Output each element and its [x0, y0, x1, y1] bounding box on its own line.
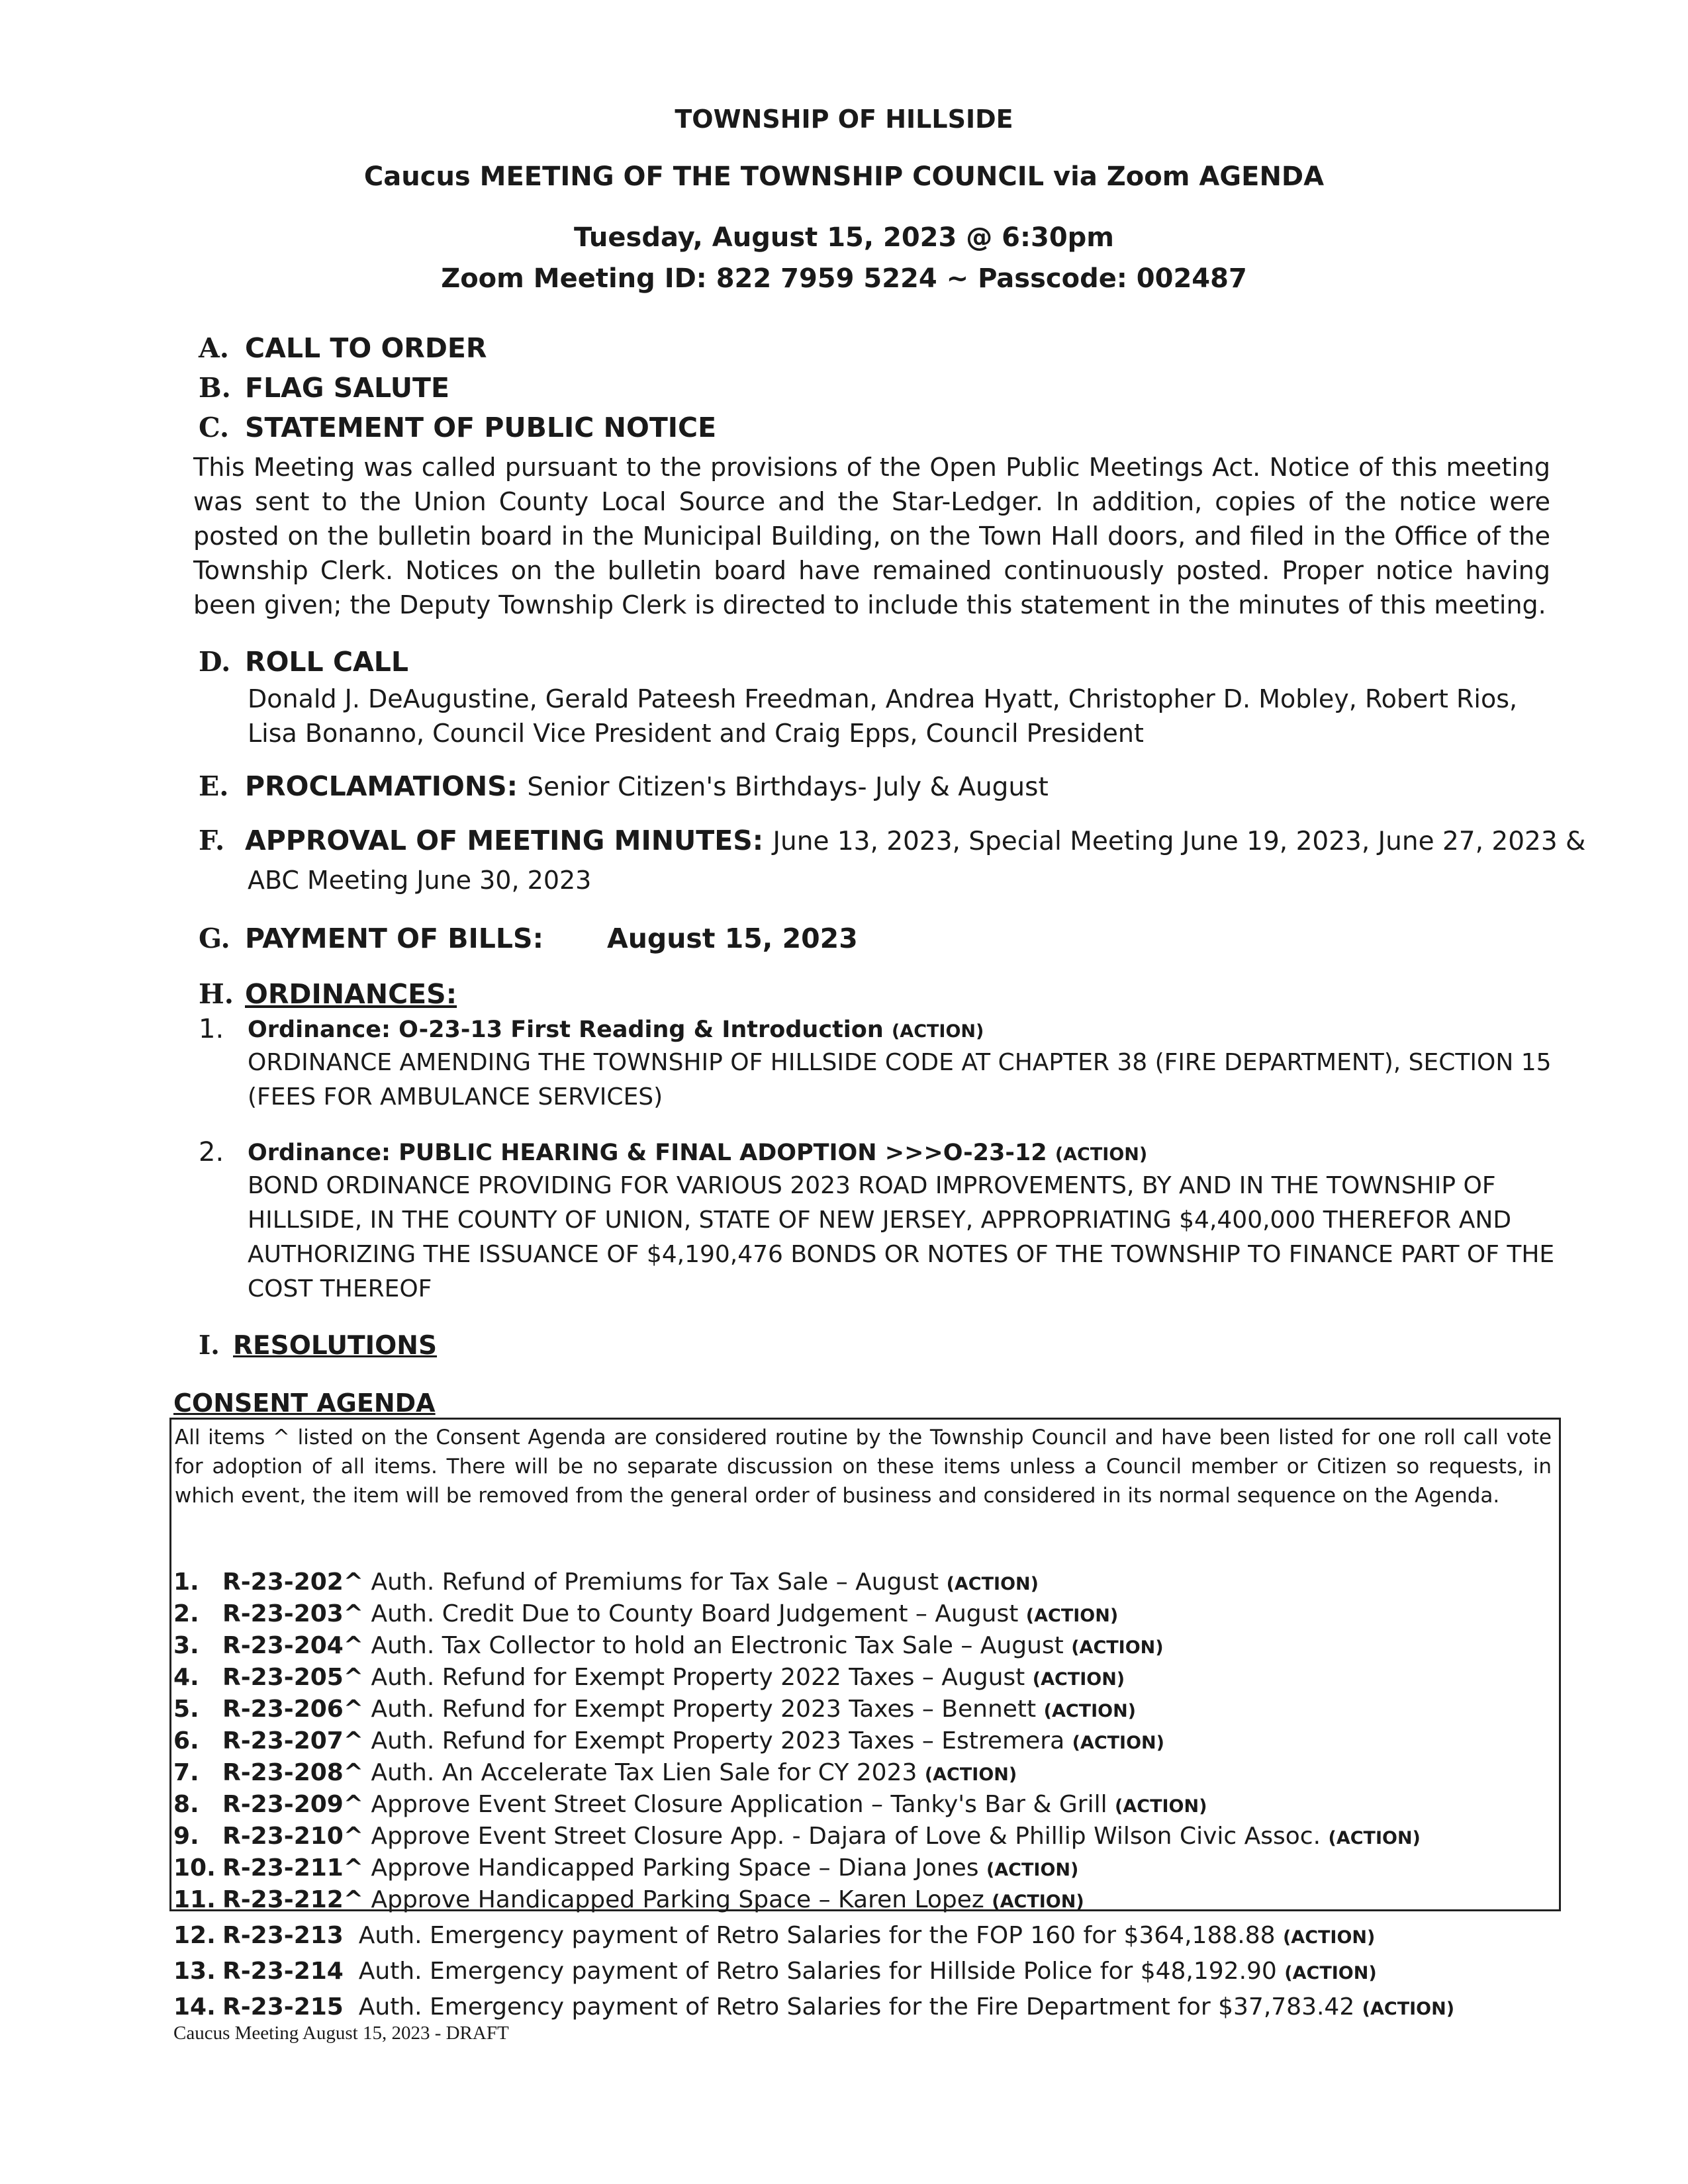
resolution-item [173, 1823, 1421, 1850]
resolution-item [173, 1791, 1207, 1818]
section-resolutions [199, 1330, 437, 1361]
resolution-item [173, 1632, 1164, 1659]
meeting-date: Tuesday, August 15, 2023 @ 6:30pm [574, 222, 1114, 253]
section-title: ROLL CALL [245, 646, 409, 678]
roll-call-names: Donald J. DeAugustine, Gerald Pateesh Freedman, Andrea Hyatt, Christopher D. Mobley, Robert Rios, Lisa Bonanno, Council Vice President and Craig Epps, Council President [248, 684, 1518, 748]
resolution-number: 7. [173, 1759, 199, 1786]
resolution-code: R-23-214 [222, 1958, 344, 1985]
section-title: PROCLAMATIONS: [245, 770, 518, 802]
resolution-text: Approve Handicapped Parking Space – Diana Jones [363, 1854, 986, 1882]
ordinance-heading-text: Ordinance: O-23-13 First Reading & Introduction [248, 1017, 884, 1043]
resolution-code: R-23-207^ [222, 1727, 364, 1754]
resolution-item [173, 1600, 1118, 1627]
resolution-number: 6. [173, 1727, 199, 1754]
resolution-item [173, 1958, 1377, 1985]
resolution-text: Approve Handicapped Parking Space – Karen Lopez [363, 1886, 992, 1913]
resolution-item [173, 1569, 1039, 1596]
section-title: CALL TO ORDER [245, 332, 487, 364]
resolution-code: R-23-204^ [222, 1632, 364, 1659]
action-tag: (ACTION) [1071, 1637, 1164, 1658]
resolution-code: R-23-206^ [222, 1696, 364, 1723]
public-notice-text: This Meeting was called pursuant to the provisions of the Open Public Meetings Act. Notice of this meeting was sent to the Union County Local Source and the Star-Ledger. In addition, copies of the notice were posted on the bulletin board in the Municipal Building, on the Town Hall doors, and filed in the Office of the Township Clerk. Notices on the bulletin board have remained continuously posted. Proper notice having been given; the Deputy Township Clerk is directed to include this statement in the minutes of this meeting. [193, 453, 1550, 619]
resolution-item [173, 1696, 1136, 1723]
resolution-code: R-23-208^ [222, 1759, 364, 1786]
ordinance-body: ORDINANCE AMENDING THE TOWNSHIP OF HILLSIDE CODE AT CHAPTER 38 (FIRE DEPARTMENT), SECTION 15 (FEES FOR AMBULANCE SERVICES) [248, 1049, 1552, 1111]
resolution-number: 14. [173, 1993, 216, 2021]
resolution-number: 12. [173, 1922, 216, 1949]
section-title: PAYMENT OF BILLS: [245, 923, 543, 954]
resolution-text: Auth. Tax Collector to hold an Electronic Tax Sale – August [363, 1632, 1072, 1659]
consent-agenda-title: CONSENT AGENDA [173, 1388, 436, 1418]
resolution-code: R-23-215 [222, 1993, 344, 2021]
action-tag: (ACTION) [986, 1860, 1079, 1880]
resolution-item [173, 1854, 1078, 1882]
resolution-code: R-23-212^ [222, 1886, 364, 1913]
ordinance-heading [248, 1140, 1147, 1166]
section-letter: F. [199, 825, 225, 856]
action-tag: (ACTION) [1284, 1963, 1377, 1983]
resolution-number: 13. [173, 1958, 216, 1985]
resolution-text: Auth. Emergency payment of Retro Salaries for the Fire Department for $37,783.42 [343, 1993, 1362, 2021]
resolution-code: R-23-205^ [222, 1664, 364, 1691]
resolution-text: Auth. Refund of Premiums for Tax Sale – August [363, 1569, 947, 1596]
resolution-code: R-23-203^ [222, 1600, 364, 1627]
action-tag: (ACTION) [992, 1891, 1084, 1912]
resolution-code: R-23-202^ [222, 1569, 364, 1596]
resolution-text: Auth. Refund for Exempt Property 2023 Taxes – Estremera [363, 1727, 1072, 1754]
page-footer: Caucus Meeting August 15, 2023 - DRAFT [173, 2023, 509, 2044]
resolution-number: 5. [173, 1696, 199, 1723]
zoom-info: Zoom Meeting ID: 822 7959 5224 ~ Passcode: 002487 [441, 263, 1247, 294]
section-ordinances [199, 978, 457, 1010]
resolution-item [173, 1759, 1017, 1786]
section-letter: B. [199, 372, 231, 404]
section-proclamations [199, 770, 1049, 802]
action-tag: (ACTION) [1115, 1796, 1207, 1817]
section-letter: I. [199, 1330, 220, 1361]
resolution-item [173, 1993, 1454, 2021]
resolution-code: R-23-211^ [222, 1854, 364, 1882]
action-tag: (ACTION) [1032, 1669, 1125, 1690]
section-payment-of-bills [199, 923, 858, 954]
resolution-number: 1. [173, 1569, 199, 1596]
resolution-text: Auth. Refund for Exempt Property 2022 Taxes – August [363, 1664, 1033, 1691]
resolution-text: Approve Event Street Closure App. - Dajara of Love & Phillip Wilson Civic Assoc. [363, 1823, 1329, 1850]
resolution-number: 10. [173, 1854, 216, 1882]
action-tag: (ACTION) [1362, 1999, 1455, 2019]
resolution-text: Approve Event Street Closure Application – Tanky's Bar & Grill [363, 1791, 1115, 1818]
minutes-dates-cont: ABC Meeting June 30, 2023 [248, 866, 592, 895]
section-title: FLAG SALUTE [245, 372, 449, 404]
resolution-item [173, 1922, 1375, 1949]
action-tag: (ACTION) [1072, 1733, 1164, 1753]
resolution-code: R-23-213 [222, 1922, 344, 1949]
resolution-text: Auth. Emergency payment of Retro Salaries for Hillside Police for $48,192.90 [343, 1958, 1285, 1985]
resolution-number: 11. [173, 1886, 216, 1913]
section-letter: D. [199, 646, 231, 678]
resolution-text: Auth. Emergency payment of Retro Salaries for the FOP 160 for $364,188.88 [343, 1922, 1283, 1949]
proclamations-text: Senior Citizen's Birthdays- July & August [527, 772, 1049, 802]
ordinance-heading [248, 1017, 984, 1043]
resolution-item [173, 1664, 1125, 1691]
consent-agenda-note: All items ^ listed on the Consent Agenda are considered routine by the Township Council and have been listed for one roll call vote for adoption of all items. There will be no separate discussion on these items unless a Council member or Citizen so requests, in which event, the item will be removed from the general order of business and considered in its normal sequence on the Agenda. [175, 1426, 1552, 1508]
ordinance-number: 2. [199, 1137, 224, 1167]
section-letter: H. [199, 978, 234, 1010]
resolution-item [173, 1886, 1084, 1913]
section-letter: E. [199, 770, 229, 802]
action-tag: (ACTION) [1282, 1927, 1376, 1948]
minutes-dates: June 13, 2023, Special Meeting June 19, 2023, June 27, 2023 & [773, 827, 1586, 856]
action-tag: (ACTION) [1328, 1828, 1421, 1848]
resolution-text: Auth. Refund for Exempt Property 2023 Taxes – Bennett [363, 1696, 1044, 1723]
resolution-number: 9. [173, 1823, 199, 1850]
action-tag: (ACTION) [1025, 1606, 1119, 1626]
section-roll-call [199, 646, 408, 678]
resolution-number: 3. [173, 1632, 199, 1659]
resolution-text: Auth. An Accelerate Tax Lien Sale for CY 2023 [363, 1759, 925, 1786]
action-tag: (ACTION) [924, 1764, 1017, 1785]
action-tag: (ACTION) [1043, 1701, 1137, 1721]
ordinance-body: BOND ORDINANCE PROVIDING FOR VARIOUS 2023 ROAD IMPROVEMENTS, BY AND IN THE TOWNSHIP OF HILLSIDE, IN THE COUNTY OF UNION, STATE OF NEW JERSEY, APPROPRIATING $4,400,000 THEREFOR AND AUTHORIZING THE ISSUANCE OF $4,190,476 BONDS OR NOTES OF THE TOWNSHIP TO FINANCE PART OF THE COST THEREOF [248, 1172, 1555, 1302]
section-title: ORDINANCES: [245, 978, 457, 1010]
section-letter: A. [199, 332, 230, 364]
section-letter: G. [199, 923, 230, 954]
section-letter: C. [199, 412, 230, 443]
township-name: TOWNSHIP OF HILLSIDE [675, 105, 1013, 134]
resolution-code: R-23-210^ [222, 1823, 364, 1850]
section-title: APPROVAL OF MEETING MINUTES: [245, 825, 764, 856]
section-flag-salute [199, 372, 449, 404]
action-tag: (ACTION) [891, 1021, 984, 1042]
section-call-to-order [199, 332, 487, 364]
section-title: STATEMENT OF PUBLIC NOTICE [245, 412, 717, 443]
ordinance-number: 1. [199, 1014, 224, 1044]
resolution-text: Auth. Credit Due to County Board Judgement – August [363, 1600, 1026, 1627]
meeting-title: Caucus MEETING OF THE TOWNSHIP COUNCIL via Zoom AGENDA [363, 161, 1325, 192]
action-tag: (ACTION) [1055, 1144, 1148, 1165]
section-title: RESOLUTIONS [233, 1331, 438, 1361]
resolution-number: 4. [173, 1664, 199, 1691]
section-public-notice [199, 412, 716, 443]
action-tag: (ACTION) [946, 1574, 1039, 1594]
resolution-code: R-23-209^ [222, 1791, 364, 1818]
resolution-item [173, 1727, 1164, 1754]
bills-date: August 15, 2023 [606, 923, 858, 954]
resolution-number: 8. [173, 1791, 199, 1818]
ordinance-heading-text: Ordinance: PUBLIC HEARING & FINAL ADOPTION >>>O-23-12 [248, 1140, 1047, 1166]
section-meeting-minutes [199, 825, 1585, 856]
resolution-number: 2. [173, 1600, 199, 1627]
